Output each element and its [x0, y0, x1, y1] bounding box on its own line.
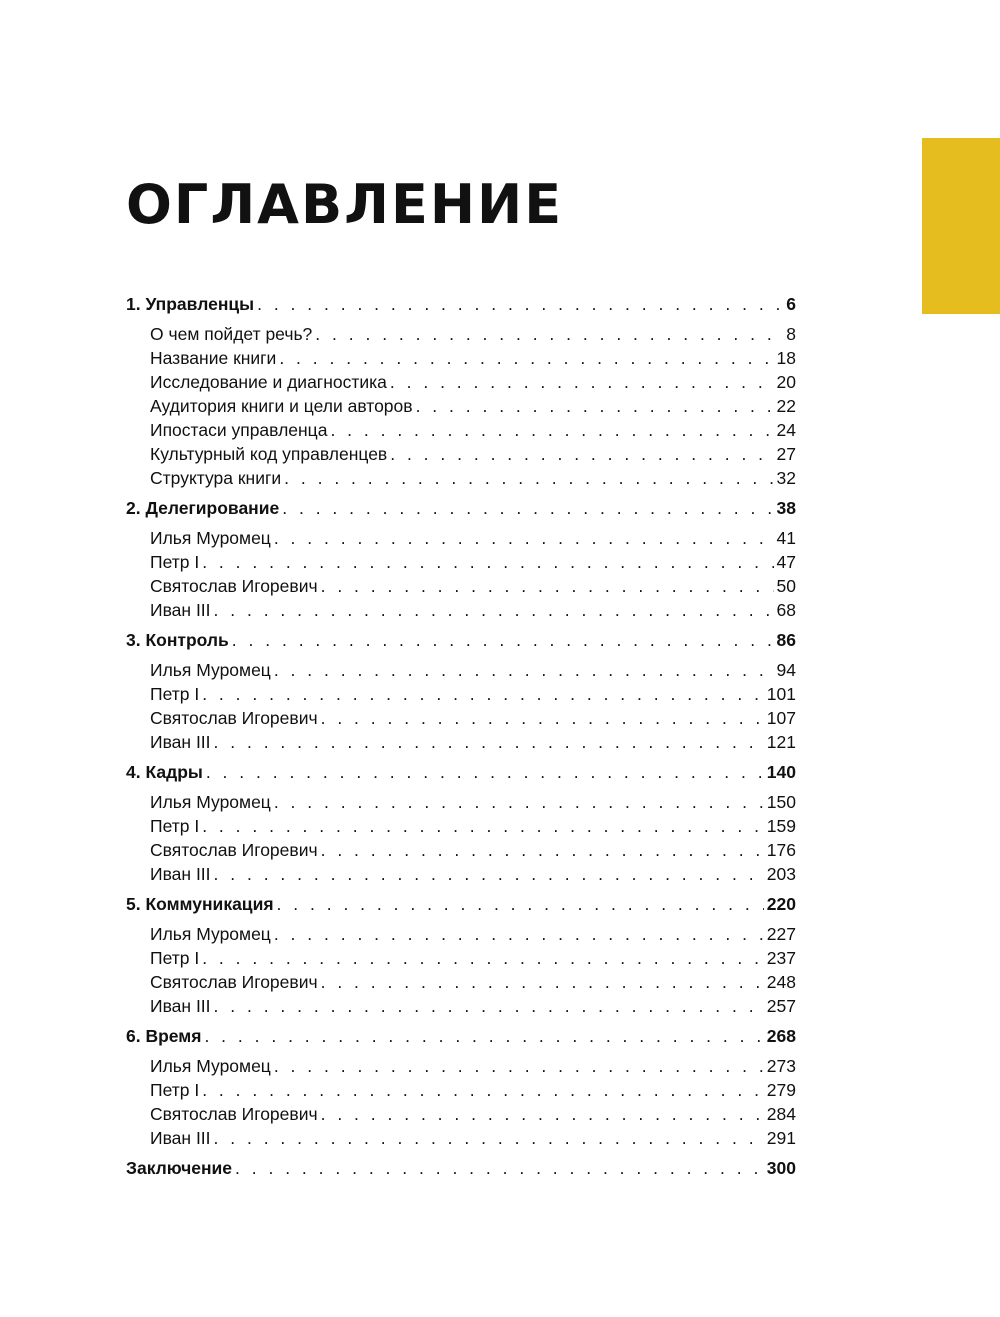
- toc-subsection-label: Святослав Игоревич: [150, 1104, 318, 1124]
- toc-dot-leader: [277, 889, 764, 919]
- toc-subsection-label: Илья Муромец: [150, 660, 271, 680]
- toc-subsection-page: 18: [776, 348, 796, 368]
- toc-dot-leader: [284, 466, 773, 490]
- toc-subsection-label: Илья Муромец: [150, 1056, 271, 1076]
- toc-subsection-label: Петр I: [150, 684, 200, 704]
- toc-dot-leader: [321, 1102, 764, 1126]
- toc-subsection-label: Название книги: [150, 348, 277, 368]
- toc-subsection-page: 41: [776, 528, 796, 548]
- toc-dot-leader: [279, 346, 773, 370]
- toc-subsection-page: 121: [766, 732, 796, 752]
- toc-subsection-page: 291: [766, 1128, 796, 1148]
- toc-subsection-entry[interactable]: [126, 814, 796, 838]
- page-title: ОГЛАВЛЕНИЕ: [126, 173, 564, 236]
- toc-subsection-label: Илья Муромец: [150, 792, 271, 812]
- toc-chapter-entry[interactable]: [126, 757, 796, 787]
- toc-dot-leader: [390, 442, 773, 466]
- toc-subsection-page: 150: [766, 792, 796, 812]
- toc-subsection-label: Петр I: [150, 552, 200, 572]
- toc-subsection-entry[interactable]: [126, 922, 796, 946]
- toc-subsection-page: 248: [766, 972, 796, 992]
- toc-dot-leader: [235, 1153, 764, 1183]
- toc-subsection-label: Аудитория книги и цели авторов: [150, 396, 413, 416]
- toc-subsection-entry[interactable]: [126, 946, 796, 970]
- toc-chapter-label: 3. Контроль: [126, 630, 229, 650]
- toc-dot-leader: [202, 682, 764, 706]
- toc-dot-leader: [274, 658, 774, 682]
- toc-subsection-entry[interactable]: [126, 994, 796, 1018]
- toc-chapter-label: 6. Время: [126, 1026, 202, 1046]
- toc-subsection-entry[interactable]: [126, 1102, 796, 1126]
- toc-subsection-entry[interactable]: [126, 418, 796, 442]
- toc-subsection-page: 47: [776, 552, 796, 572]
- toc-subsection-label: Иван III: [150, 732, 211, 752]
- toc-chapter-page: 300: [766, 1158, 796, 1178]
- toc-dot-leader: [202, 1078, 764, 1102]
- toc-subsection-label: Илья Муромец: [150, 924, 271, 944]
- toc-section: [126, 289, 796, 493]
- toc-dot-leader: [321, 574, 774, 598]
- toc-subsection-entry[interactable]: [126, 790, 796, 814]
- toc-chapter-page: 6: [786, 294, 796, 314]
- toc-dot-leader: [274, 1054, 764, 1078]
- toc-dot-leader: [206, 757, 764, 787]
- toc-section: [126, 1153, 796, 1183]
- toc-dot-leader: [274, 526, 774, 550]
- toc-section: [126, 889, 796, 1021]
- toc-section: [126, 1021, 796, 1153]
- toc-dot-leader: [202, 946, 764, 970]
- toc-dot-leader: [330, 418, 773, 442]
- toc-subsection-entry[interactable]: [126, 730, 796, 754]
- toc-subsection-entry[interactable]: [126, 526, 796, 550]
- toc-chapter-page: 220: [766, 894, 796, 914]
- toc-subsection-entry[interactable]: [126, 598, 796, 622]
- toc-dot-leader: [282, 493, 773, 523]
- toc-subsection-entry[interactable]: [126, 838, 796, 862]
- toc-subsection-page: 284: [766, 1104, 796, 1124]
- toc-subsection-page: 203: [766, 864, 796, 884]
- toc-dot-leader: [204, 1021, 763, 1051]
- table-of-contents: [126, 289, 796, 1183]
- toc-dot-leader: [315, 322, 783, 346]
- toc-chapter-entry[interactable]: [126, 889, 796, 919]
- toc-sublist: [126, 319, 796, 493]
- toc-subsection-page: 273: [766, 1056, 796, 1076]
- toc-section: [126, 757, 796, 889]
- toc-chapter-entry[interactable]: [126, 625, 796, 655]
- toc-subsection-label: Иван III: [150, 1128, 211, 1148]
- toc-sublist: [126, 523, 796, 625]
- toc-subsection-page: 50: [776, 576, 796, 596]
- toc-chapter-label: 1. Управленцы: [126, 294, 255, 314]
- toc-subsection-label: Иван III: [150, 864, 211, 884]
- toc-dot-leader: [257, 289, 783, 319]
- toc-chapter-page: 268: [766, 1026, 796, 1046]
- toc-sublist: [126, 919, 796, 1021]
- toc-subsection-entry[interactable]: [126, 322, 796, 346]
- toc-dot-leader: [416, 394, 774, 418]
- toc-subsection-entry[interactable]: [126, 1078, 796, 1102]
- toc-subsection-page: 24: [776, 420, 796, 440]
- toc-subsection-entry[interactable]: [126, 442, 796, 466]
- toc-subsection-page: 101: [766, 684, 796, 704]
- toc-subsection-entry[interactable]: [126, 1054, 796, 1078]
- toc-dot-leader: [274, 922, 764, 946]
- toc-section: [126, 625, 796, 757]
- toc-subsection-label: Илья Муромец: [150, 528, 271, 548]
- yellow-side-tab: [922, 138, 1000, 314]
- toc-section: [126, 493, 796, 625]
- toc-subsection-page: 257: [766, 996, 796, 1016]
- toc-dot-leader: [232, 625, 774, 655]
- toc-subsection-page: 107: [766, 708, 796, 728]
- toc-subsection-label: Святослав Игоревич: [150, 576, 318, 596]
- toc-subsection-entry[interactable]: [126, 970, 796, 994]
- toc-dot-leader: [390, 370, 774, 394]
- toc-chapter-label: 4. Кадры: [126, 762, 203, 782]
- toc-subsection-page: 176: [766, 840, 796, 860]
- toc-subsection-label: Исследование и диагностика: [150, 372, 387, 392]
- toc-subsection-page: 237: [766, 948, 796, 968]
- toc-chapter-label: Заключение: [126, 1158, 233, 1178]
- toc-subsection-label: Святослав Игоревич: [150, 840, 318, 860]
- toc-subsection-page: 68: [776, 600, 796, 620]
- toc-subsection-entry[interactable]: [126, 706, 796, 730]
- toc-subsection-entry[interactable]: [126, 1126, 796, 1150]
- toc-subsection-label: Петр I: [150, 948, 200, 968]
- toc-dot-leader: [274, 790, 764, 814]
- toc-chapter-page: 86: [776, 630, 796, 650]
- toc-subsection-page: 8: [786, 324, 796, 344]
- toc-subsection-entry[interactable]: [126, 346, 796, 370]
- toc-subsection-entry[interactable]: [126, 370, 796, 394]
- toc-subsection-entry[interactable]: [126, 394, 796, 418]
- toc-chapter-page: 38: [776, 498, 796, 518]
- toc-subsection-page: 27: [776, 444, 796, 464]
- toc-subsection-page: 22: [776, 396, 796, 416]
- toc-dot-leader: [214, 730, 764, 754]
- toc-dot-leader: [214, 598, 774, 622]
- toc-subsection-entry[interactable]: [126, 862, 796, 886]
- toc-dot-leader: [321, 706, 764, 730]
- toc-subsection-page: 159: [766, 816, 796, 836]
- toc-chapter-entry[interactable]: [126, 1021, 796, 1051]
- toc-dot-leader: [214, 1126, 764, 1150]
- toc-chapter-label: 2. Делегирование: [126, 498, 280, 518]
- toc-chapter-label: 5. Коммуникация: [126, 894, 274, 914]
- toc-subsection-label: Ипостаси управленца: [150, 420, 328, 440]
- toc-dot-leader: [202, 814, 764, 838]
- toc-subsection-entry[interactable]: [126, 574, 796, 598]
- toc-subsection-entry[interactable]: [126, 658, 796, 682]
- toc-subsection-page: 227: [766, 924, 796, 944]
- toc-subsection-label: О чем пойдет речь?: [150, 324, 313, 344]
- toc-subsection-entry[interactable]: [126, 466, 796, 490]
- toc-chapter-entry[interactable]: [126, 1153, 796, 1183]
- toc-subsection-label: Иван III: [150, 600, 211, 620]
- toc-subsection-label: Иван III: [150, 996, 211, 1016]
- toc-subsection-page: 94: [776, 660, 796, 680]
- toc-subsection-label: Святослав Игоревич: [150, 708, 318, 728]
- toc-subsection-page: 279: [766, 1080, 796, 1100]
- toc-dot-leader: [321, 838, 764, 862]
- toc-subsection-label: Структура книги: [150, 468, 282, 488]
- toc-subsection-label: Культурный код управленцев: [150, 444, 388, 464]
- toc-subsection-page: 20: [776, 372, 796, 392]
- toc-sublist: [126, 787, 796, 889]
- toc-subsection-label: Святослав Игоревич: [150, 972, 318, 992]
- toc-dot-leader: [214, 862, 764, 886]
- toc-subsection-entry[interactable]: [126, 550, 796, 574]
- toc-subsection-entry[interactable]: [126, 682, 796, 706]
- toc-dot-leader: [321, 970, 764, 994]
- toc-dot-leader: [202, 550, 773, 574]
- toc-subsection-label: Петр I: [150, 1080, 200, 1100]
- toc-chapter-page: 140: [766, 762, 796, 782]
- toc-chapter-entry[interactable]: [126, 289, 796, 319]
- toc-subsection-label: Петр I: [150, 816, 200, 836]
- toc-subsection-page: 32: [776, 468, 796, 488]
- toc-dot-leader: [214, 994, 764, 1018]
- toc-sublist: [126, 655, 796, 757]
- toc-sublist: [126, 1051, 796, 1153]
- toc-chapter-entry[interactable]: [126, 493, 796, 523]
